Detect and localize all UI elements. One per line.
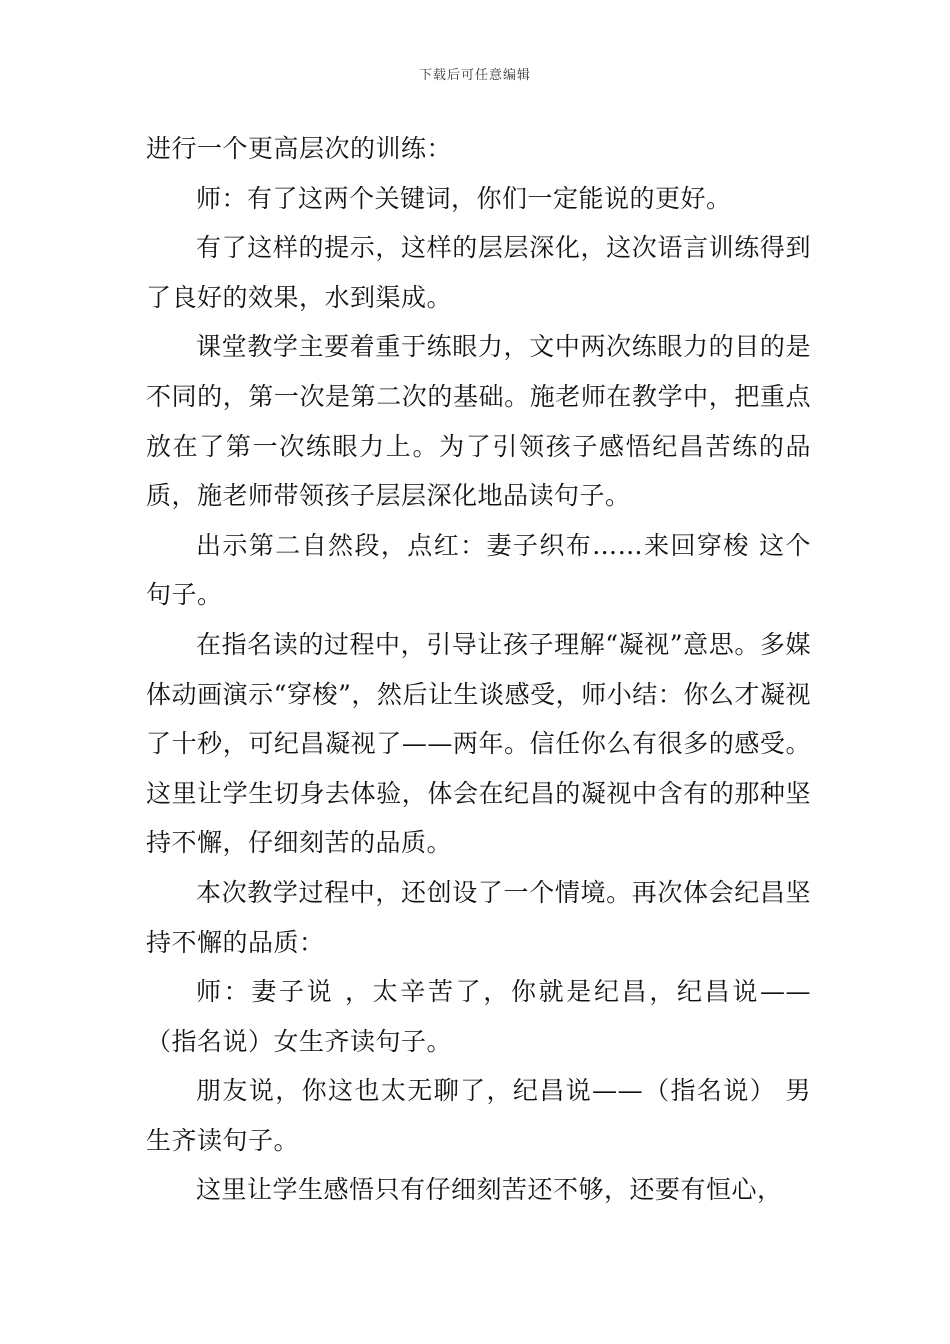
- paragraph: 进行一个更高层次的训练：: [146, 134, 453, 163]
- paragraph: 课堂教学主要着重于练眼力，文中两次练眼力的目的是不同的，第一次是第二次的基础。施老师在教学中，把重点放在了第一次练眼力上。为了引领孩子感悟纪昌苦练的品质，施老师带领孩子层层深化地品读句子。: [146, 332, 811, 511]
- paragraph: 在指名读的过程中，引导让孩子理解“凝视”意思。多媒体动画演示“穿梭”，然后让生谈感受，师小结：你么才凝视了十秒，可纪昌凝视了——两年。信任你么有很多的感受。这里让学生切身去体验，体会在纪昌的凝视中含有的那种坚持不懈，仔细刻苦的品质。: [146, 629, 811, 858]
- paragraph: 朋友说，你这也太无聊了，纪昌说——（指名说） 男生齐读句子。: [146, 1076, 811, 1155]
- paragraph: 师：有了这两个关键词，你们一定能说的更好。: [196, 183, 732, 213]
- paragraph: 有了这样的提示，这样的层层深化，这次语言训练得到了良好的效果，水到渠成。: [146, 233, 811, 312]
- document-body: [146, 124, 811, 1215]
- paragraph: 本次教学过程中，还创设了一个情境。再次体会纪昌坚持不懈的品质：: [146, 877, 811, 957]
- paragraph: 这里让学生感悟只有仔细刻苦还不够，还要有恒心，: [196, 1175, 783, 1205]
- paragraph: 师：妻子说 ，太辛苦了，你就是纪昌，纪昌说——（指名说）女生齐读句子。: [146, 977, 811, 1056]
- paragraph: 出示第二自然段，点红：妻子织布……来回穿梭 这个句子。: [146, 530, 811, 610]
- page-header: 下载后可任意编辑: [418, 68, 531, 83]
